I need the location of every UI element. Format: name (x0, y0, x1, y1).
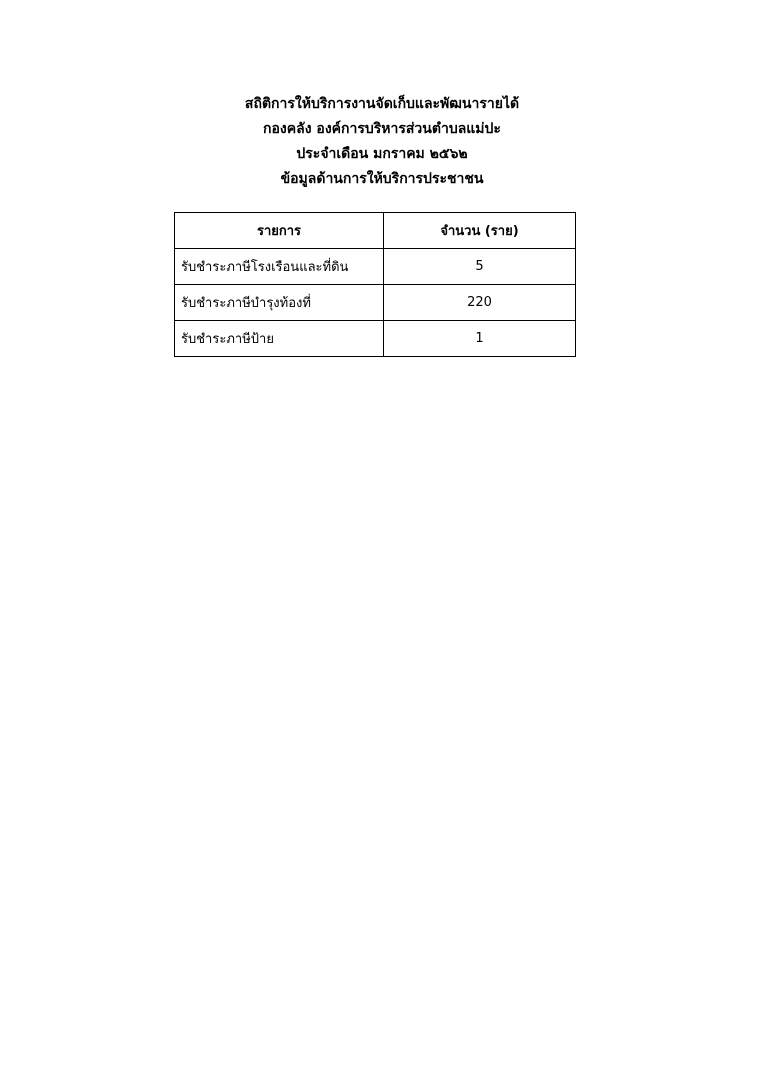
table-row (175, 285, 576, 321)
row-item-label: รับชำระภาษีป้าย (175, 321, 384, 357)
column-header-item: รายการ (175, 213, 384, 249)
document-heading (0, 92, 764, 192)
row-item-label: รับชำระภาษีบำรุงท้องที่ (175, 285, 384, 321)
heading-organization: กองคลัง องค์การบริหารส่วนตำบลแม่ปะ (263, 121, 501, 137)
row-count-value: 220 (384, 285, 576, 321)
row-count-value: 1 (384, 321, 576, 357)
heading-period: ประจำเดือน มกราคม ๒๕๖๒ (296, 146, 468, 162)
column-header-count: จำนวน (ราย) (384, 213, 576, 249)
service-statistics-table (174, 212, 576, 357)
table-row (175, 249, 576, 285)
row-count-value: 5 (384, 249, 576, 285)
heading-title: สถิติการให้บริการงานจัดเก็บและพัฒนารายได้ (244, 96, 520, 112)
table-row (175, 321, 576, 357)
table-header-row (175, 213, 576, 249)
heading-subtitle: ข้อมูลด้านการให้บริการประชาชน (280, 171, 484, 187)
row-item-label: รับชำระภาษีโรงเรือนและที่ดิน (175, 249, 384, 285)
